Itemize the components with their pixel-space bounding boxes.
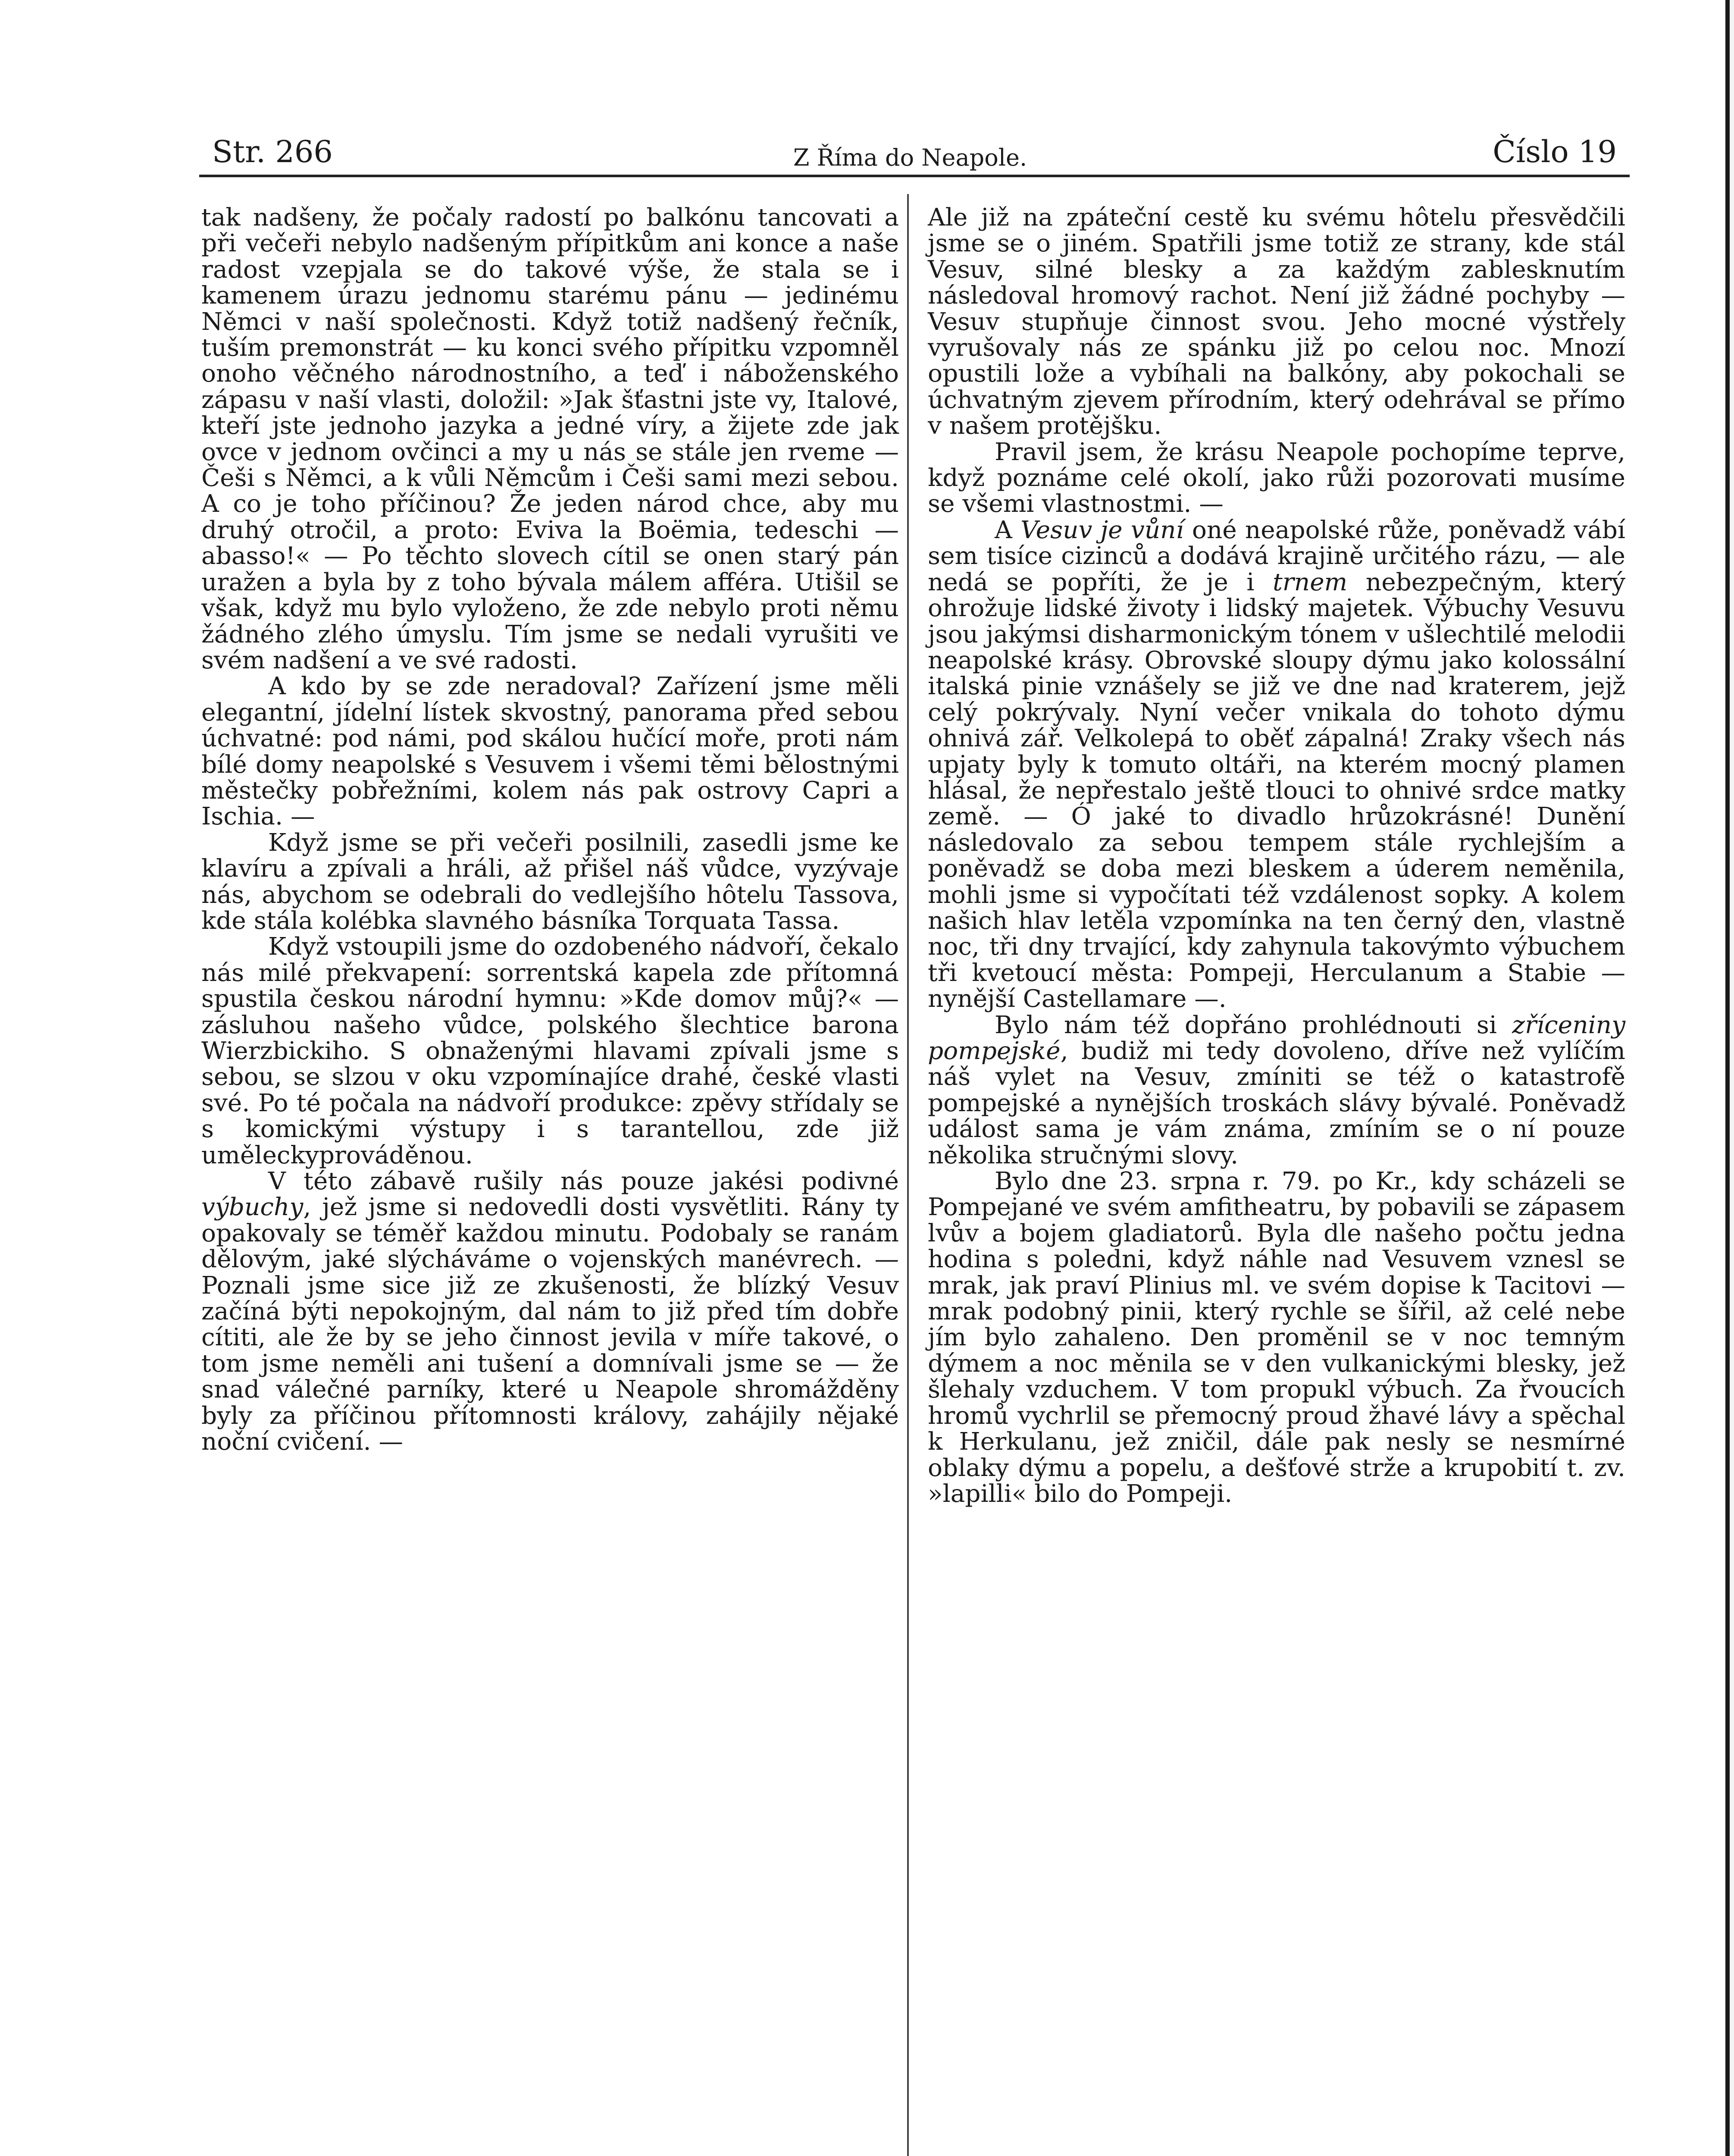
- paragraph: Když jsme se při večeři posilnili, zasedli jsme ke klavíru a zpívali a hráli, až přišel náš vůdce, vyzývaje nás, abychom se odebrali do vedlejšího hôtelu Tassova, kde stála kolébka slavného básníka Torquata Tassa.: [201, 828, 899, 935]
- paragraph: A Vesuv je vůní oné neapolské růže, poněvadž vábí sem tisíce cizinců a dodává krajině určitého rázu, — ale nedá se popříti, že je i trnem nebezpečným, který ohrožuje lidské životy i lidský majetek. Výbuchy Vesuvu jsou jakýmsi disharmonickým tónem v ušlechtilé melodii neapolské krásy. Obrovské sloupy dýmu jako kolossální italská pinie vznášely se již ve dne nad kraterem, jejž celý pokrývaly. Nyní večer vnikala do tohoto dýmu ohnivá zář. Velkolepá to oběť zápalná! Zraky všech nás upjaty byly k tomuto oltáři, na kterém mocný plamen hlásal, že nepřestalo ještě tlouci to ohnivé srdce matky země. — Ó jaké to divadlo hrůzokrásné! Dunění následovalo za sebou tempem stále rychlejším a poněvadž se doba mezi bleskem a úderem neměnila, mohli jsme si vypočítati též vzdálenost sopky. A kolem našich hlav letěla vzpomínka na ten černý den, vlastně noc, tři dny trvající, kdy zahynula takovýmto výbuchem tři kvetoucí města: Pompeji, Herculanum a Stabie — nynější Castellamare —.: [928, 516, 1626, 1013]
- issue-number: Číslo 19: [1493, 134, 1617, 169]
- paragraph: Ale již na zpáteční cestě ku svému hôtelu přesvědčili jsme se o jiném. Spatřili jsme totiž ze strany, kde stál Vesuv, silné blesky a za každým zablesknutím následoval hromový rachot. Není již žádné pochyby — Vesuv stupňuje činnost svou. Jeho mocné výstřely vyrušovaly nás ze spánku již po celou noc. Mnozí opustili lože a vybíhali na balkóny, aby pokochali se úchvatným zjevem přírodním, který odehrával se přímo v našem protějšku.: [928, 204, 1625, 440]
- column-divider: [907, 194, 909, 2156]
- running-header: [195, 126, 1625, 173]
- paragraph: Když vstoupili jsme do ozdobeného nádvoří, čekalo nás milé překvapení: sorrentská kapela zde přítomná spustila českou národní hymnu: »Kde domov můj?« — zásluhou našeho vůdce, polského šlechtice barona Wierzbickiho. S obnaženými hlavami zpívali jsme s sebou, se slzou v oku vzpomínajíce drahé, české vlasti své. Po té počala na nádvoří produkce: zpěvy střídaly se s komickými výstupy i s tarantellou, zde již uměleckyprováděnou.: [201, 933, 899, 1169]
- left-column: [201, 205, 899, 1455]
- page-number: Str. 266: [212, 134, 333, 169]
- paragraph: tak nadšeny, že počaly radostí po balkónu tancovati a při večeři nebylo nadšeným přípitkům ani konce a naše radost vzepjala se do takové výše, že stala se i kamenem úrazu jednomu starému pánu — jedinému Němci v naší společnosti. Když totiž nadšený řečník, tuším premonstrát — ku konci svého přípitku vzpomněl onoho věčného národnostního, a teď i náboženského zápasu v naší vlasti, doložil: »Jak šťastni jste vy, Italové, kteří jste jednoho jazyka a jedné víry, a žijete zde jak ovce v jednom ovčinci a my u nás se stále jen rveme — Češi s Němci, a k vůli Němcům i Češi sami mezi sebou. A co je toho příčinou? Že jeden národ chce, aby mu druhý otročil, a proto: Eviva la Boëmia, tedeschi — abasso!« — Po těchto slovech cítil se onen starý pán uražen a byla by z toho bývala málem afféra. Utišil se však, když mu bylo vyloženo, že zde nebylo proti němu žádného zlého úmyslu. Tím jsme se nedali vyrušiti ve svém nadšení a ve své radosti.: [201, 204, 899, 674]
- paragraph: A kdo by se zde neradoval? Zařízení jsme měli elegantní, jídelní lístek skvostný, panorama před sebou úchvatné: pod námi, pod skálou hučící moře, proti nám bílé domy neapolské s Vesuvem i všemi těmi bělostnými městečky pobřežními, kolem nás pak ostrovy Capri a Ischia. —: [201, 672, 899, 831]
- paragraph: Pravil jsem, že krásu Neapole pochopíme teprve, když poznáme celé okolí, jako růži pozorovati musíme se všemi vlastnostmi. —: [928, 438, 1625, 518]
- running-title: Z Říma do Neapole.: [793, 144, 1027, 171]
- paragraph: Bylo dne 23. srpna r. 79. po Kr., kdy scházeli se Pompejané ve svém amfitheatru, by pobavili se zápasem lvův a bojem gladiatorů. Byla dle našeho počtu jedna hodina s poledni, když náhle nad Vesuvem vznesl se mrak, jak praví Plinius ml. ve svém dopise k Tacitovi — mrak podobný pinii, který rychle se šířil, až celé nebe jím bylo zahaleno. Den proměnil se v noc temným dýmem a noc měnila se v den vulkanickými blesky, jež šlehaly vzduchem. V tom propukl výbuch. Za řvoucích hromů vychrlil se přemocný proud žhavé lávy a spěchal k Herkulanu, jež zničil, dále pak nesly se nesmírné oblaky dýmu a popelu, a dešťové strže a krupobití t. zv. »lapilli« bilo do Pompeji.: [928, 1167, 1625, 1508]
- header-rule: [199, 175, 1630, 177]
- paragraph: V této zábavě rušily nás pouze jakési podivné výbuchy, jež jsme si nedovedli dosti vysvětliti. Rány ty opakovaly se téměř každou minutu. Podobaly se ranám dělovým, jaké slýcháváme o vojenských manévrech. — Poznali jsme sice již ze zkušenosti, že blízký Vesuv začíná býti nepokojným, dal nám to již před tím dobře cítiti, ale že by se jeho činnost jevila v míře takové, o tom jsme neměli ani tušení a domnívali jsme se — že snad válečné parníky, které u Neapole shromážděny byly za příčinou přítomnosti královy, zahájily nějaké noční cvičení. —: [201, 1167, 899, 1456]
- paragraph: Bylo nám též dopřáno prohlédnouti si zříceniny pompejské, budiž mi tedy dovoleno, dříve než vylíčím náš vylet na Vesuv, zmíniti se též o katastrofě pompejské a nynějších troskách slávy bývalé. Poněvadž událost sama je vám známa, zmíním se o ní pouze několika stručnými slovy.: [928, 1011, 1625, 1169]
- right-column: [928, 205, 1625, 1507]
